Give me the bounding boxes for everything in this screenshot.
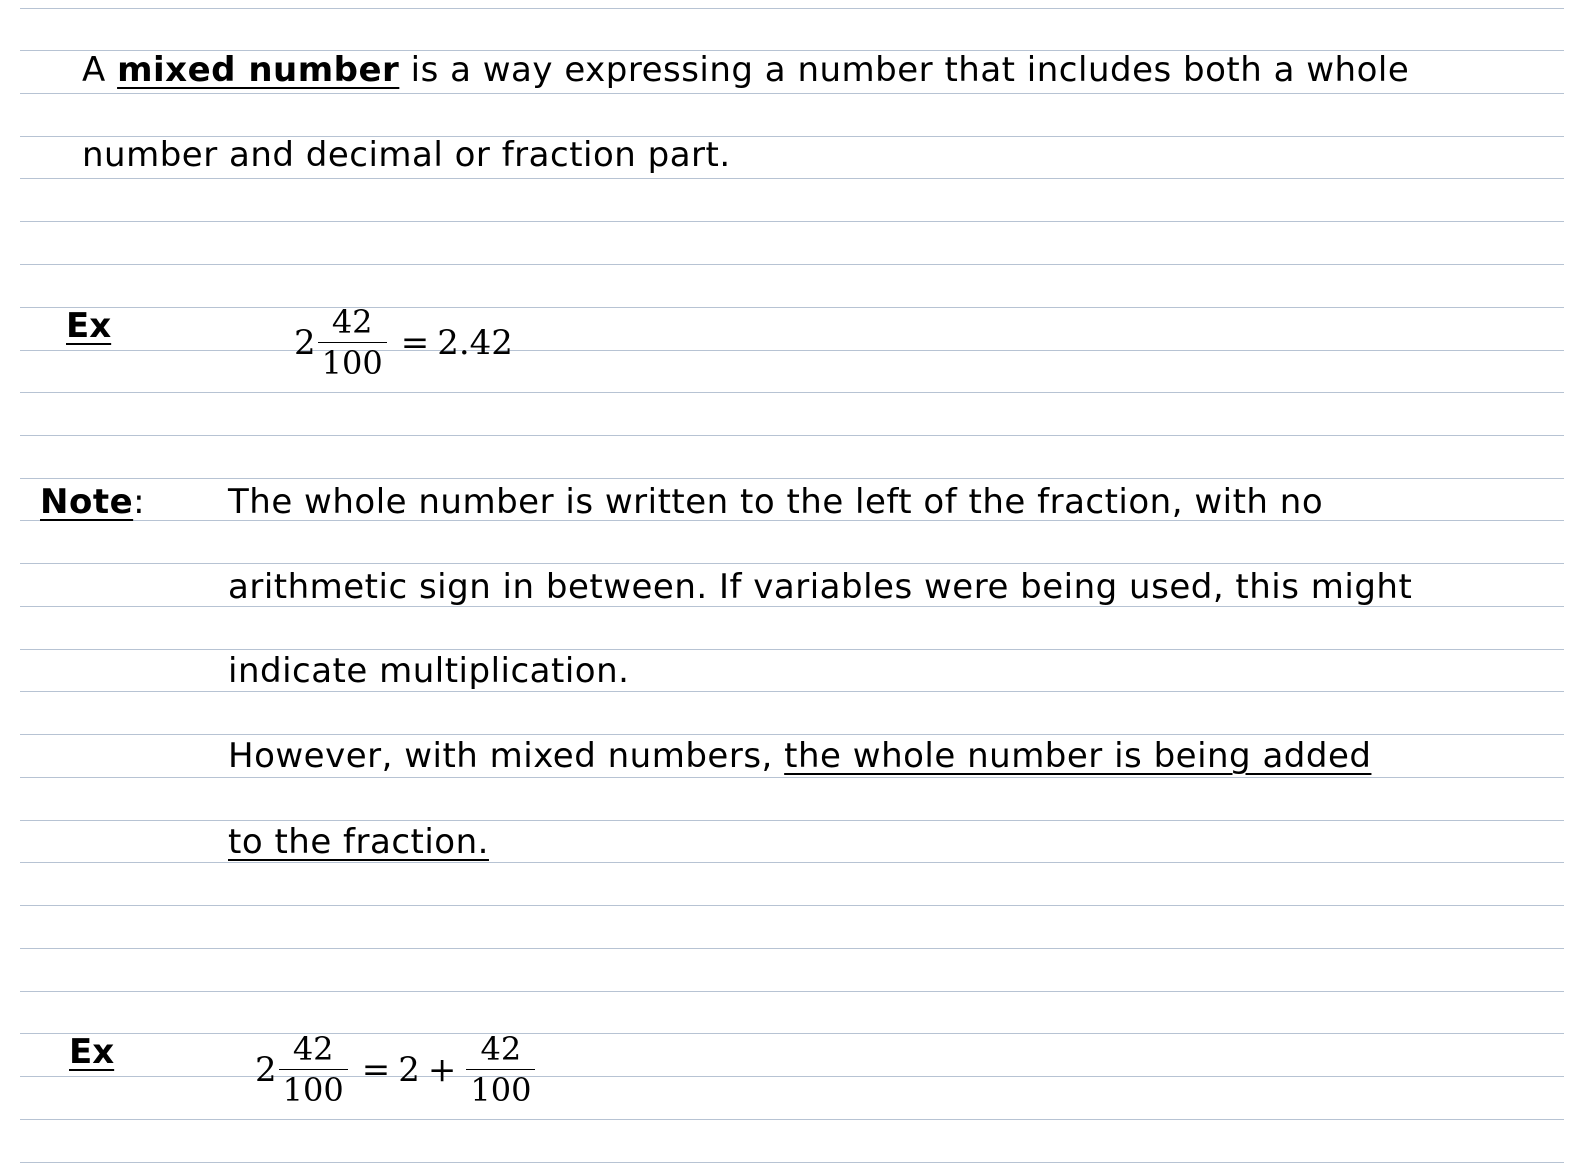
definition-line-2: number and decimal or fraction part. xyxy=(82,135,731,175)
rule-line xyxy=(20,1162,1564,1163)
term-mixed-number: mixed number xyxy=(117,50,400,90)
rule-line xyxy=(20,1033,1564,1034)
rule-line xyxy=(20,307,1564,308)
definition-line-1 xyxy=(82,50,1409,90)
numerator: 42 xyxy=(292,1030,334,1068)
rule-line xyxy=(20,1119,1564,1120)
whole-number-rhs: 2 xyxy=(398,1049,420,1090)
definition-text: is a way expressing a number that includes both a whole xyxy=(399,50,1410,90)
rule-line xyxy=(20,392,1564,393)
rule-line xyxy=(20,777,1564,778)
rule-line xyxy=(20,350,1564,351)
note-line-2: arithmetic sign in between. If variables were being used, this might xyxy=(228,567,1413,607)
note-line-5-underlined: to the fraction. xyxy=(228,822,489,862)
rule-line xyxy=(20,820,1564,821)
fraction xyxy=(279,1029,348,1110)
definition-prefix: A xyxy=(82,50,118,90)
denominator: 100 xyxy=(318,342,387,383)
whole-number: 2 xyxy=(294,322,316,363)
rule-line xyxy=(20,905,1564,906)
rule-line xyxy=(20,862,1564,863)
rule-line xyxy=(20,563,1564,564)
note-label-wrap xyxy=(40,482,145,522)
rule-line xyxy=(20,734,1564,735)
numerator-rhs: 42 xyxy=(480,1030,522,1068)
note-line-3: indicate multiplication. xyxy=(228,651,630,691)
example-label: Ex xyxy=(69,1032,115,1072)
rule-line xyxy=(20,221,1564,222)
rule-line xyxy=(20,264,1564,265)
plus-sign: + xyxy=(427,1049,457,1090)
rule-line xyxy=(20,8,1564,9)
note-line-5 xyxy=(228,822,489,862)
fraction xyxy=(318,302,387,383)
rule-line xyxy=(20,478,1564,479)
rule-line xyxy=(20,1076,1564,1077)
decimal-result: 2.42 xyxy=(437,322,513,363)
note-line-4-underlined: the whole number is being added xyxy=(784,736,1372,776)
numerator: 42 xyxy=(331,303,373,341)
example-1-equation xyxy=(294,302,513,383)
equals-sign: = xyxy=(361,1049,391,1090)
denominator: 100 xyxy=(279,1069,348,1110)
rule-line xyxy=(20,435,1564,436)
rule-line xyxy=(20,948,1564,949)
rule-line xyxy=(20,649,1564,650)
rule-line xyxy=(20,93,1564,94)
rule-line xyxy=(20,991,1564,992)
note-line-1: The whole number is written to the left of the fraction, with no xyxy=(228,482,1324,522)
note-line-4-text: However, with mixed numbers, xyxy=(228,736,785,776)
example-label: Ex xyxy=(66,306,112,346)
note-label: Note xyxy=(40,482,134,522)
whole-number: 2 xyxy=(255,1049,277,1090)
rule-line xyxy=(20,691,1564,692)
denominator-rhs: 100 xyxy=(466,1069,535,1110)
note-line-4 xyxy=(228,736,1371,776)
rule-line xyxy=(20,178,1564,179)
fraction-rhs xyxy=(466,1029,535,1110)
equals-sign: = xyxy=(400,322,430,363)
example-2-equation xyxy=(255,1029,541,1110)
note-colon: : xyxy=(133,482,146,522)
